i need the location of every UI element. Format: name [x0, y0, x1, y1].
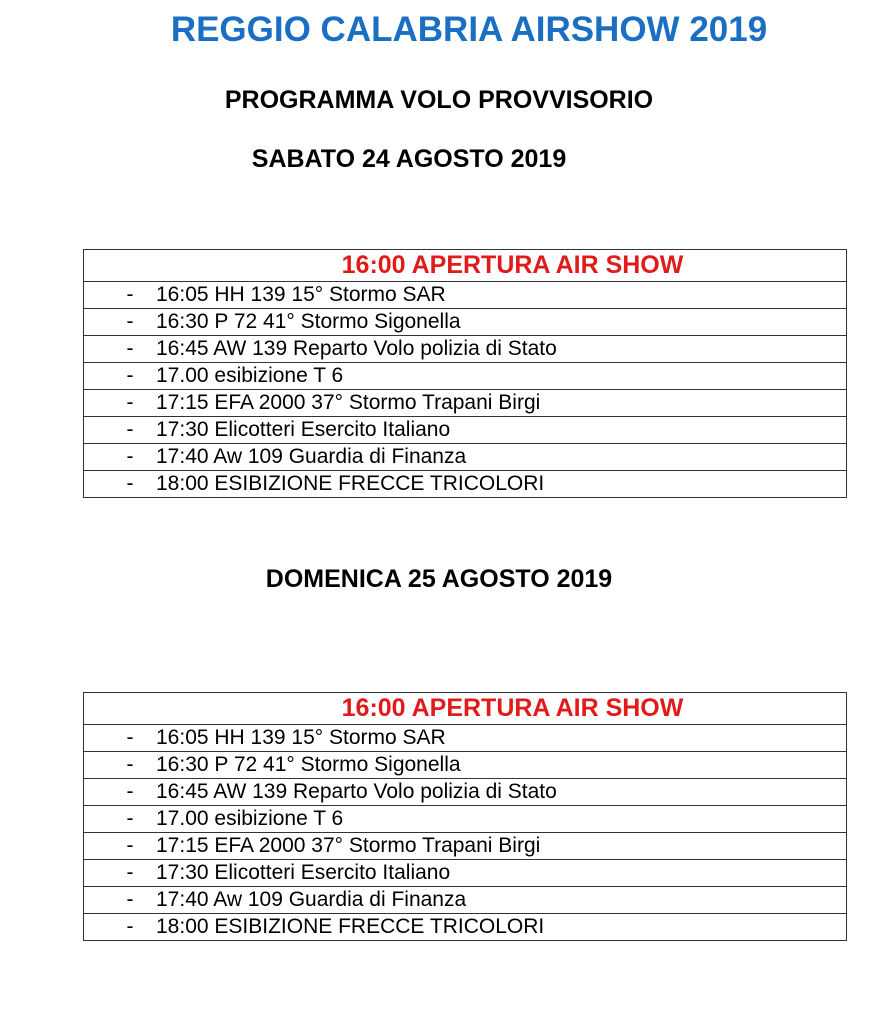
bullet-dash: -: [126, 861, 134, 884]
schedule-item: 17:30 Elicotteri Esercito Italiano: [156, 861, 451, 884]
bullet-dash: -: [126, 915, 134, 938]
schedule-row: [84, 444, 847, 471]
bullet-dash: -: [126, 472, 134, 495]
schedule-item: 16:05 HH 139 15° Stormo SAR: [156, 283, 446, 306]
schedule-table-saturday: [83, 249, 847, 498]
schedule-item: 16:45 AW 139 Reparto Volo polizia di Stato: [156, 780, 557, 803]
schedule-row: [84, 833, 847, 860]
schedule-item: 17:40 Aw 109 Guardia di Finanza: [156, 445, 467, 468]
bullet-dash: -: [126, 726, 134, 749]
bullet-dash: -: [126, 834, 134, 857]
schedule-table-sunday: [83, 692, 847, 941]
day-heading-saturday: SABATO 24 AGOSTO 2019: [251, 145, 567, 173]
schedule-row: [84, 417, 847, 444]
page-title: REGGIO CALABRIA AIRSHOW 2019: [170, 10, 768, 49]
schedule-item: 17:30 Elicotteri Esercito Italiano: [156, 418, 451, 441]
opening-label: 16:00 APERTURA AIR SHOW: [84, 250, 847, 282]
bullet-dash: -: [126, 780, 134, 803]
opening-label: 16:00 APERTURA AIR SHOW: [84, 693, 847, 725]
schedule-row: [84, 390, 847, 417]
bullet-dash: -: [126, 445, 134, 468]
schedule-item: 18:00 ESIBIZIONE FRECCE TRICOLORI: [156, 915, 545, 938]
schedule-item: 17.00 esibizione T 6: [156, 807, 344, 830]
schedule-row: [84, 752, 847, 779]
bullet-dash: -: [126, 283, 134, 306]
bullet-dash: -: [126, 753, 134, 776]
bullet-dash: -: [126, 337, 134, 360]
schedule-row: [84, 887, 847, 914]
schedule-row: [84, 363, 847, 390]
day-heading-sunday: DOMENICA 25 AGOSTO 2019: [265, 565, 613, 593]
schedule-row: [84, 779, 847, 806]
opening-row: [84, 250, 847, 282]
schedule-item: 16:30 P 72 41° Stormo Sigonella: [156, 753, 461, 776]
schedule-row: [84, 471, 847, 498]
schedule-row: [84, 914, 847, 941]
schedule-item: 17:15 EFA 2000 37° Stormo Trapani Birgi: [156, 391, 541, 414]
bullet-dash: -: [126, 310, 134, 333]
opening-row: [84, 693, 847, 725]
bullet-dash: -: [126, 391, 134, 414]
schedule-row: [84, 806, 847, 833]
schedule-item: 17:15 EFA 2000 37° Stormo Trapani Birgi: [156, 834, 541, 857]
bullet-dash: -: [126, 418, 134, 441]
schedule-row: [84, 282, 847, 309]
bullet-dash: -: [126, 807, 134, 830]
bullet-dash: -: [126, 364, 134, 387]
schedule-row: [84, 309, 847, 336]
schedule-item: 17:40 Aw 109 Guardia di Finanza: [156, 888, 467, 911]
schedule-row: [84, 336, 847, 363]
schedule-item: 16:30 P 72 41° Stormo Sigonella: [156, 310, 461, 333]
schedule-item: 16:05 HH 139 15° Stormo SAR: [156, 726, 446, 749]
schedule-row: [84, 725, 847, 752]
schedule-row: [84, 860, 847, 887]
schedule-item: 17.00 esibizione T 6: [156, 364, 344, 387]
page-subtitle: PROGRAMMA VOLO PROVVISORIO: [224, 86, 654, 114]
bullet-dash: -: [126, 888, 134, 911]
schedule-item: 16:45 AW 139 Reparto Volo polizia di Stato: [156, 337, 557, 360]
schedule-item: 18:00 ESIBIZIONE FRECCE TRICOLORI: [156, 472, 545, 495]
